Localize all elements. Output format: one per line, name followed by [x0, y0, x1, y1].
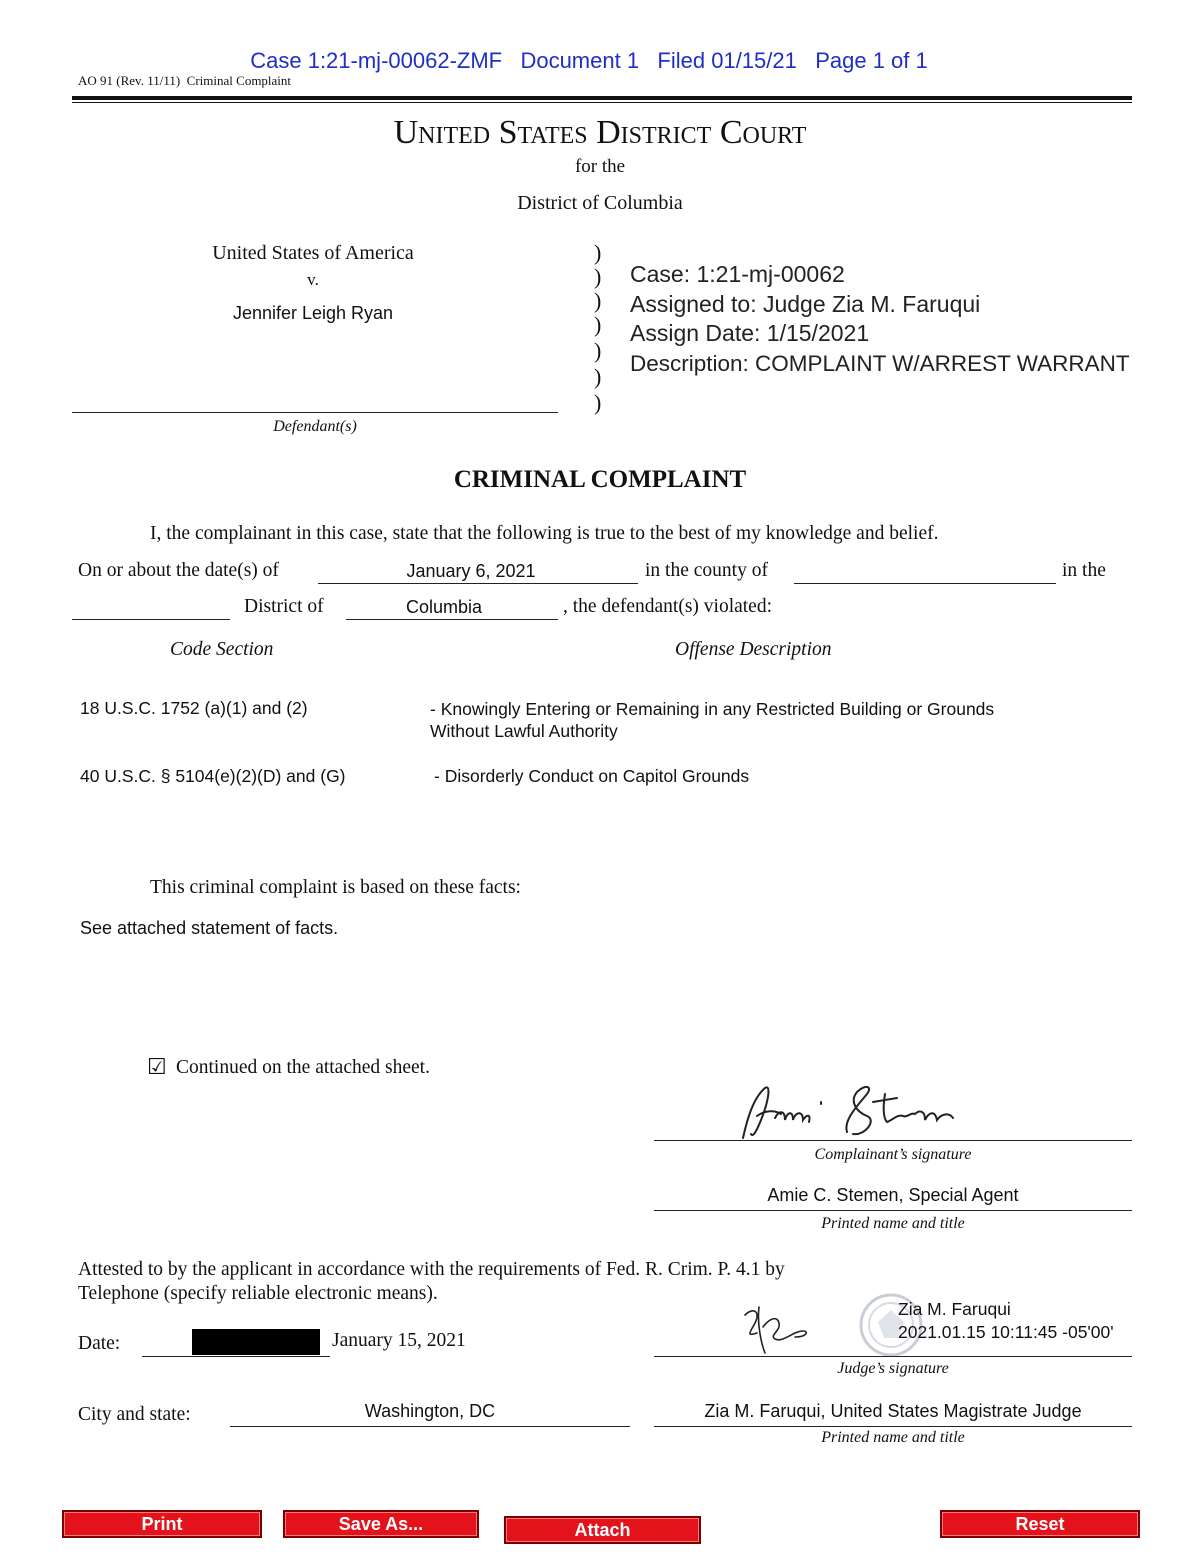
- defendant-underline: [72, 412, 558, 413]
- complainant-printed-line: [654, 1210, 1132, 1211]
- offense-row-1-description: - Knowingly Entering or Remaining in any Restricted Building or Grounds Without Lawful Authority: [430, 699, 995, 741]
- county-underline: [794, 583, 1056, 584]
- attestation: [78, 1258, 785, 1306]
- line2-suffix: , the defendant(s) violated:: [563, 596, 773, 617]
- attestation-line1: Attested to by the applicant in accordance with the requirements of Fed. R. Crim. P. 4.1 by: [78, 1259, 785, 1280]
- save-as-button[interactable]: Save As...: [283, 1510, 479, 1538]
- facts-intro: This criminal complaint is based on these facts:: [150, 877, 521, 898]
- stamp-assigned: Assigned to: Judge Zia M. Faruqui: [630, 290, 981, 317]
- complainant-signature-image: [735, 1080, 965, 1144]
- header-case: Case 1:21-mj-00062-ZMF: [250, 48, 503, 73]
- court-for-the: for the: [574, 156, 626, 177]
- attach-button[interactable]: Attach: [504, 1516, 701, 1544]
- caption-versus: v.: [307, 270, 319, 289]
- complainant-printed-name-field[interactable]: Amie C. Stemen, Special Agent: [767, 1185, 1019, 1205]
- judge-signature-image: [735, 1297, 815, 1357]
- court-district: District of Columbia: [517, 192, 683, 214]
- reset-button[interactable]: Reset: [940, 1510, 1140, 1538]
- complainant-signature-label: Complainant’s signature: [814, 1146, 972, 1163]
- document-title: CRIMINAL COMPLAINT: [453, 466, 747, 493]
- date-value: January 15, 2021: [332, 1330, 466, 1351]
- date-of-offense-underline: [318, 583, 638, 584]
- judge-printed-name-field[interactable]: Zia M. Faruqui, United States Magistrate Judge: [704, 1401, 1082, 1421]
- header-filed: Filed 01/15/21: [657, 48, 797, 73]
- top-rule-thin: [72, 102, 1132, 103]
- print-button[interactable]: Print: [62, 1510, 262, 1538]
- form-id: AO 91 (Rev. 11/11) Criminal Complaint: [78, 73, 292, 88]
- judge-signature-label: Judge’s signature: [837, 1360, 949, 1377]
- complainant-signature-alt: Amie Stemen: [735, 1078, 741, 1079]
- header-page: Page 1 of 1: [815, 48, 928, 73]
- city-state-field[interactable]: Washington, DC: [364, 1401, 496, 1421]
- header-document: Document 1: [520, 48, 640, 73]
- date-underline: [142, 1356, 330, 1357]
- county-label: in the county of: [645, 560, 768, 581]
- court-name: United States District Court: [393, 114, 807, 151]
- caption-defendant: Jennifer Leigh Ryan: [232, 303, 394, 323]
- city-state-label: City and state:: [78, 1404, 191, 1425]
- defendant-label: Defendant(s): [273, 418, 357, 435]
- line1-suffix: in the: [1062, 560, 1106, 581]
- city-state-underline: [230, 1426, 630, 1427]
- intro-statement: I, the complainant in this case, state that the following is true to the best of my knowledge and belief.: [150, 523, 939, 544]
- judge-signature-line: [654, 1356, 1132, 1357]
- top-rule-thick: [72, 96, 1132, 100]
- district-label: District of: [244, 596, 324, 617]
- judge-digital-timestamp: 2021.01.15 10:11:45 -05'00': [898, 1322, 1114, 1342]
- code-section-header: Code Section: [170, 639, 274, 660]
- case-stamp: [630, 260, 1130, 378]
- stamp-case: Case: 1:21-mj-00062: [630, 261, 845, 287]
- continued-checkbox[interactable]: ☑: [147, 1054, 167, 1079]
- facts-text-field[interactable]: See attached statement of facts.: [80, 918, 339, 938]
- date-of-offense-field[interactable]: January 6, 2021: [406, 561, 536, 581]
- continued-label: Continued on the attached sheet.: [176, 1057, 430, 1078]
- judge-digital-name: Zia M. Faruqui: [898, 1299, 1011, 1319]
- attestation-line2: Telephone (specify reliable electronic means).: [78, 1283, 438, 1304]
- offense-description-header: Offense Description: [675, 639, 832, 660]
- offense-row-2-code: 40 U.S.C. § 5104(e)(2)(D) and (G): [80, 766, 346, 786]
- complainant-printed-label: Printed name and title: [821, 1215, 965, 1232]
- judge-digital-signature: [898, 1298, 1114, 1344]
- redaction-box: [192, 1329, 320, 1355]
- county-field[interactable]: [794, 561, 1056, 583]
- line1-prefix: On or about the date(s) of: [78, 560, 279, 581]
- judge-printed-line: [654, 1426, 1132, 1427]
- offense-row-1-code: 18 U.S.C. 1752 (a)(1) and (2): [80, 698, 308, 718]
- district-field[interactable]: Columbia: [406, 597, 483, 617]
- complainant-signature-line: [654, 1140, 1132, 1141]
- caption-plaintiff: United States of America: [212, 242, 414, 264]
- district-prefix-underline: [72, 619, 230, 620]
- judge-printed-label: Printed name and title: [821, 1429, 965, 1446]
- stamp-date: Assign Date: 1/15/2021: [630, 320, 870, 346]
- ecf-header: [238, 22, 998, 74]
- offense-row-2-description: - Disorderly Conduct on Capitol Grounds: [434, 766, 750, 786]
- district-field-underline: [346, 619, 558, 620]
- stamp-description: Description: COMPLAINT W/ARREST WARRANT: [630, 350, 1130, 376]
- date-label: Date:: [78, 1333, 121, 1354]
